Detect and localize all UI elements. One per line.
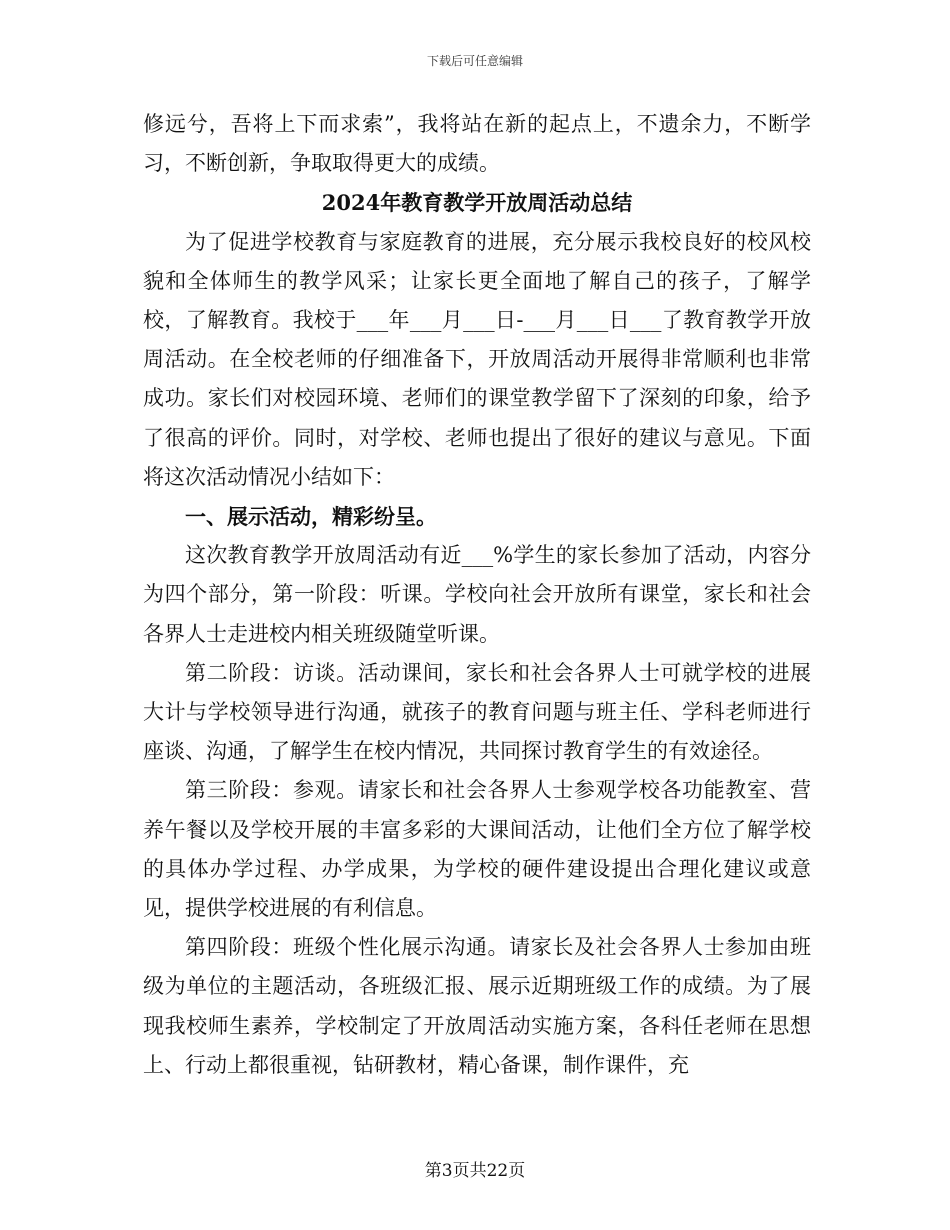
document-body — [143, 105, 811, 1085]
paragraph-4: 第三阶段：参观。请家长和社会各界人士参观学校各功能教室、营养午餐以及学校开展的丰富多彩的大课间活动，让他们全方位了解学校的具体办学过程、办学成果，为学校的硬件建设提出合理化建议或意见，提供学校进展的有利信息。 — [143, 778, 811, 921]
page-header-note: 下载后可任意编辑 — [426, 54, 523, 68]
paragraph-5: 第四阶段：班级个性化展示沟通。请家长及社会各界人士参加由班级为单位的主题活动，各班级汇报、展示近期班级工作的成绩。为了展现我校师生素养，学校制定了开放周活动实施方案，各科任老师在思想上、行动上都很重视，钻研教材，精心备课，制作课件，充 — [143, 935, 811, 1077]
intro-continuation: 修远兮，吾将上下而求索”，我将站在新的起点上，不遗余力，不断学习，不断创新，争取取得更大的成绩。 — [143, 112, 811, 176]
paragraph-3: 第二阶段：访谈。活动课间，家长和社会各界人士可就学校的进展大计与学校领导进行沟通，就孩子的教育问题与班主任、学科老师进行座谈、沟通，了解学生在校内情况，共同探讨教育学生的有效途径。 — [143, 660, 811, 764]
paragraph-1: 为了促进学校教育与家庭教育的进展，充分展示我校良好的校风校貌和全体师生的教学风采；让家长更全面地了解自己的孩子，了解学校，了解教育。我校于___年___月___日-___月___日___了教育教学开放周活动。在全校老师的仔细准备下，开放周活动开展得非常顺利也非常成功。家长们对校园环境、老师们的课堂教学留下了深刻的印象，给予了很高的评价。同时，对学校、老师也提出了很好的建议与意见。下面将这次活动情况小结如下： — [143, 229, 811, 489]
page-footer-number: 第3页共22页 — [424, 1161, 526, 1181]
document-title: 2024年教育教学开放周活动总结 — [321, 190, 633, 216]
paragraph-2: 这次教育教学开放周活动有近___%学生的家长参加了活动，内容分为四个部分，第一阶段：听课。学校向社会开放所有课堂，家长和社会各界人士走进校内相关班级随堂听课。 — [143, 543, 811, 646]
section-heading-1: 一、展示活动，精彩纷呈。 — [185, 504, 437, 530]
